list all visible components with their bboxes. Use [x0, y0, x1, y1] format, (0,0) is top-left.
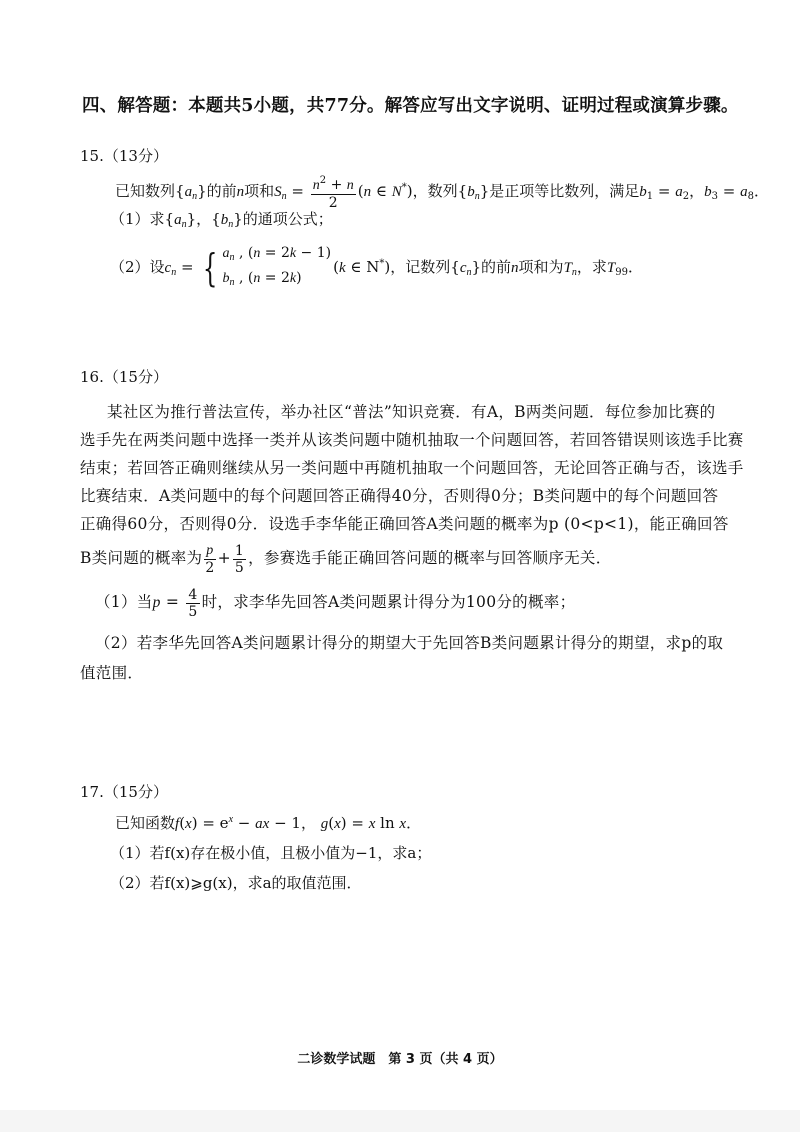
q17-part2: （2）若f(x)⩾g(x)，求a的取值范围． [110, 874, 362, 892]
fraction: $\frac{n^2 + n}{2}$ [312, 175, 354, 211]
q16-line: 结束；若回答正确则继续从另一类问题中再随机抽取一个问题回答，无论回答正确与否，该选手 [80, 459, 744, 477]
q16-part2-cont: 值范围． [80, 664, 144, 682]
q15-part1: （1）求$\{a_n\}$，$\{b_n\}$的通项公式； [110, 210, 333, 230]
q16-line: 正确得60分，否则得0分．设选手李华能正确回答A类问题的概率为p (0<p<1)，能正确回答 [80, 515, 729, 533]
q16-part1: （1）当p = $\frac{4}{5}$ 时，求李华先回答A类问题累计得分为100分的概率； [95, 586, 576, 620]
fraction: $\frac{1}{5}$ [234, 542, 245, 576]
fraction: $\frac{p}{2}$ [205, 543, 215, 576]
scan-edge [0, 1110, 800, 1132]
q15-stem: 已知数列$\{a_n\}$的前n项和$S_n$ = $\frac{n^2 + n}{2}$ (n ∈ N*)，数列$\{b_n\}$是正项等比数列，满足$b_1 = a_2$，$b_3 = a_8$． [115, 175, 770, 211]
q16-heading: 16.（15分） [80, 368, 168, 386]
q17-heading: 17.（15分） [80, 783, 168, 801]
section-title: 四、解答题：本题共5小题，共77分。解答应写出文字说明、证明过程或演算步骤。 [82, 96, 739, 116]
q16-line: 选手先在两类问题中选择一类并从该类问题中随机抽取一个问题回答，若回答错误则该选手比赛 [80, 431, 744, 449]
piecewise: $a_n$ , (n = 2k − 1) $b_n$ , (n = 2k) [222, 245, 332, 288]
brace-symbol: { [203, 246, 218, 290]
q16-part2: （2）若李华先回答A类问题累计得分的期望大于先回答B类问题累计得分的期望，求p的取 [95, 634, 724, 652]
q15-part2: （2）设$c_n$ = { $a_n$ , (n = 2k − 1) $b_n$ , (n = 2k) (k ∈ N*)，记数列$\{c_n\}$的前n项和为$T_n$，求$T_{99}$． [110, 243, 643, 293]
page-footer: 二诊数学试题 第 3 页（共 4 页） [297, 1052, 503, 1067]
q17-part1: （1）若f(x)存在极小值，且极小值为−1，求a； [110, 844, 432, 862]
fraction: $\frac{4}{5}$ [188, 586, 198, 620]
q17-stem: 已知函数$f(x) = e^x$ − ax − 1， g(x) = x ln x． [115, 814, 422, 832]
q16-line: 某社区为推行普法宣传，举办社区“普法”知识竞赛．有A，B两类问题．每位参加比赛的 [107, 403, 716, 421]
q16-line: 比赛结束．A类问题中的每个问题回答正确得40分，否则得0分；B类问题中的每个问题回答 [80, 487, 719, 505]
q15-heading: 15.（13分） [80, 147, 168, 165]
q16-line: B类问题的概率为 $\frac{p}{2}$ + $\frac{1}{5}$ ，参赛选手能正确回答问题的概率与回答顺序无关． [80, 542, 612, 576]
